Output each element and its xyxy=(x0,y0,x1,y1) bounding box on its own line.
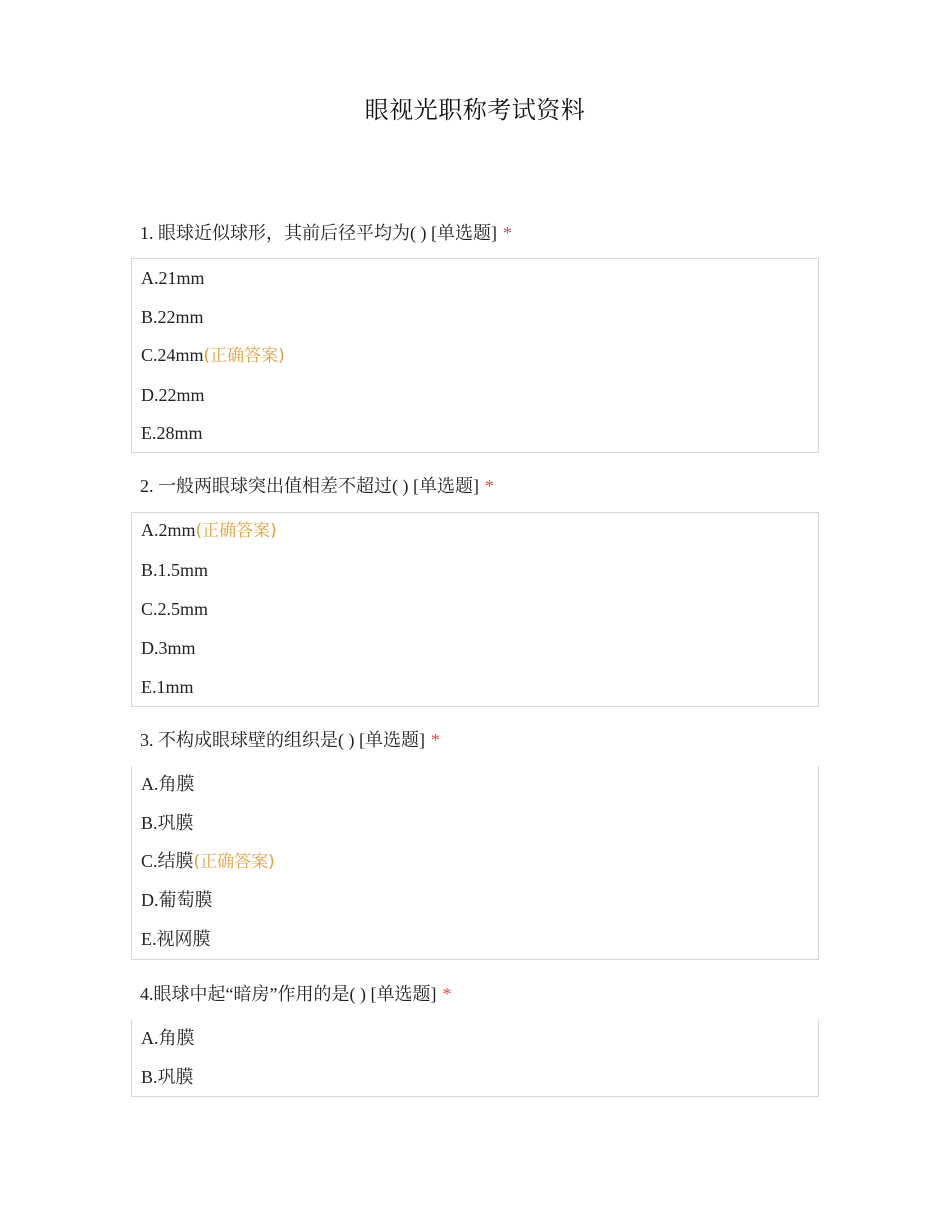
question-3 xyxy=(131,728,819,961)
option-a[interactable] xyxy=(141,518,277,542)
option-a[interactable] xyxy=(141,772,195,796)
option-e[interactable] xyxy=(141,927,211,951)
required-marker: * xyxy=(484,476,494,496)
question-label: 1. 眼球近似球形，其前后径平均为( ) [单选题] xyxy=(140,223,497,243)
options-box xyxy=(131,766,819,960)
correct-answer-note: (正确答案) xyxy=(193,852,275,872)
option-d[interactable] xyxy=(141,636,196,660)
required-marker: * xyxy=(502,223,512,243)
option-d[interactable] xyxy=(141,383,205,407)
question-text xyxy=(140,221,512,245)
option-label: A.2mm xyxy=(141,520,196,540)
option-label: B.巩膜 xyxy=(141,813,194,833)
correct-answer-note: (正确答案) xyxy=(203,346,285,366)
question-label: 3. 不构成眼球壁的组织是( ) [单选题] xyxy=(140,730,425,750)
question-1 xyxy=(131,221,819,454)
option-b[interactable] xyxy=(141,558,208,582)
question-text xyxy=(140,474,494,498)
required-marker: * xyxy=(430,730,440,750)
page-title: 眼视光职称考试资料 xyxy=(364,96,586,124)
option-label: D.22mm xyxy=(141,385,205,405)
option-a[interactable] xyxy=(141,266,205,290)
option-c[interactable] xyxy=(141,849,275,873)
option-a[interactable] xyxy=(141,1026,195,1050)
option-label: D.3mm xyxy=(141,638,196,658)
correct-answer-note: (正确答案) xyxy=(195,521,277,541)
option-b[interactable] xyxy=(141,1065,194,1089)
option-label: B.巩膜 xyxy=(141,1067,194,1087)
option-label: A.角膜 xyxy=(141,774,195,794)
question-text xyxy=(140,982,451,1006)
options-box xyxy=(131,1020,819,1097)
option-c[interactable] xyxy=(141,597,208,621)
required-marker: * xyxy=(442,984,452,1004)
question-4 xyxy=(131,982,819,1098)
options-box xyxy=(131,512,819,707)
option-label: C.2.5mm xyxy=(141,599,209,619)
options-box xyxy=(131,258,819,453)
option-c[interactable] xyxy=(141,343,285,367)
option-e[interactable] xyxy=(141,421,203,445)
option-e[interactable] xyxy=(141,675,194,699)
option-label: A.21mm xyxy=(141,268,205,288)
option-label: B.22mm xyxy=(141,307,204,327)
option-label: D.葡萄膜 xyxy=(141,890,213,910)
question-2 xyxy=(131,474,819,707)
option-label: A.角膜 xyxy=(141,1028,195,1048)
option-label: E.28mm xyxy=(141,423,203,443)
option-label: C.结膜 xyxy=(141,851,194,871)
question-label: 2. 一般两眼球突出值相差不超过( ) [单选题] xyxy=(140,476,479,496)
option-label: B.1.5mm xyxy=(141,560,209,580)
option-b[interactable] xyxy=(141,811,194,835)
question-text xyxy=(140,728,440,752)
option-label: C.24mm xyxy=(141,345,204,365)
option-d[interactable] xyxy=(141,888,213,912)
option-b[interactable] xyxy=(141,305,204,329)
option-label: E.视网膜 xyxy=(141,929,211,949)
option-label: E.1mm xyxy=(141,677,194,697)
question-label: 4.眼球中起“暗房”作用的是( ) [单选题] xyxy=(140,984,437,1004)
